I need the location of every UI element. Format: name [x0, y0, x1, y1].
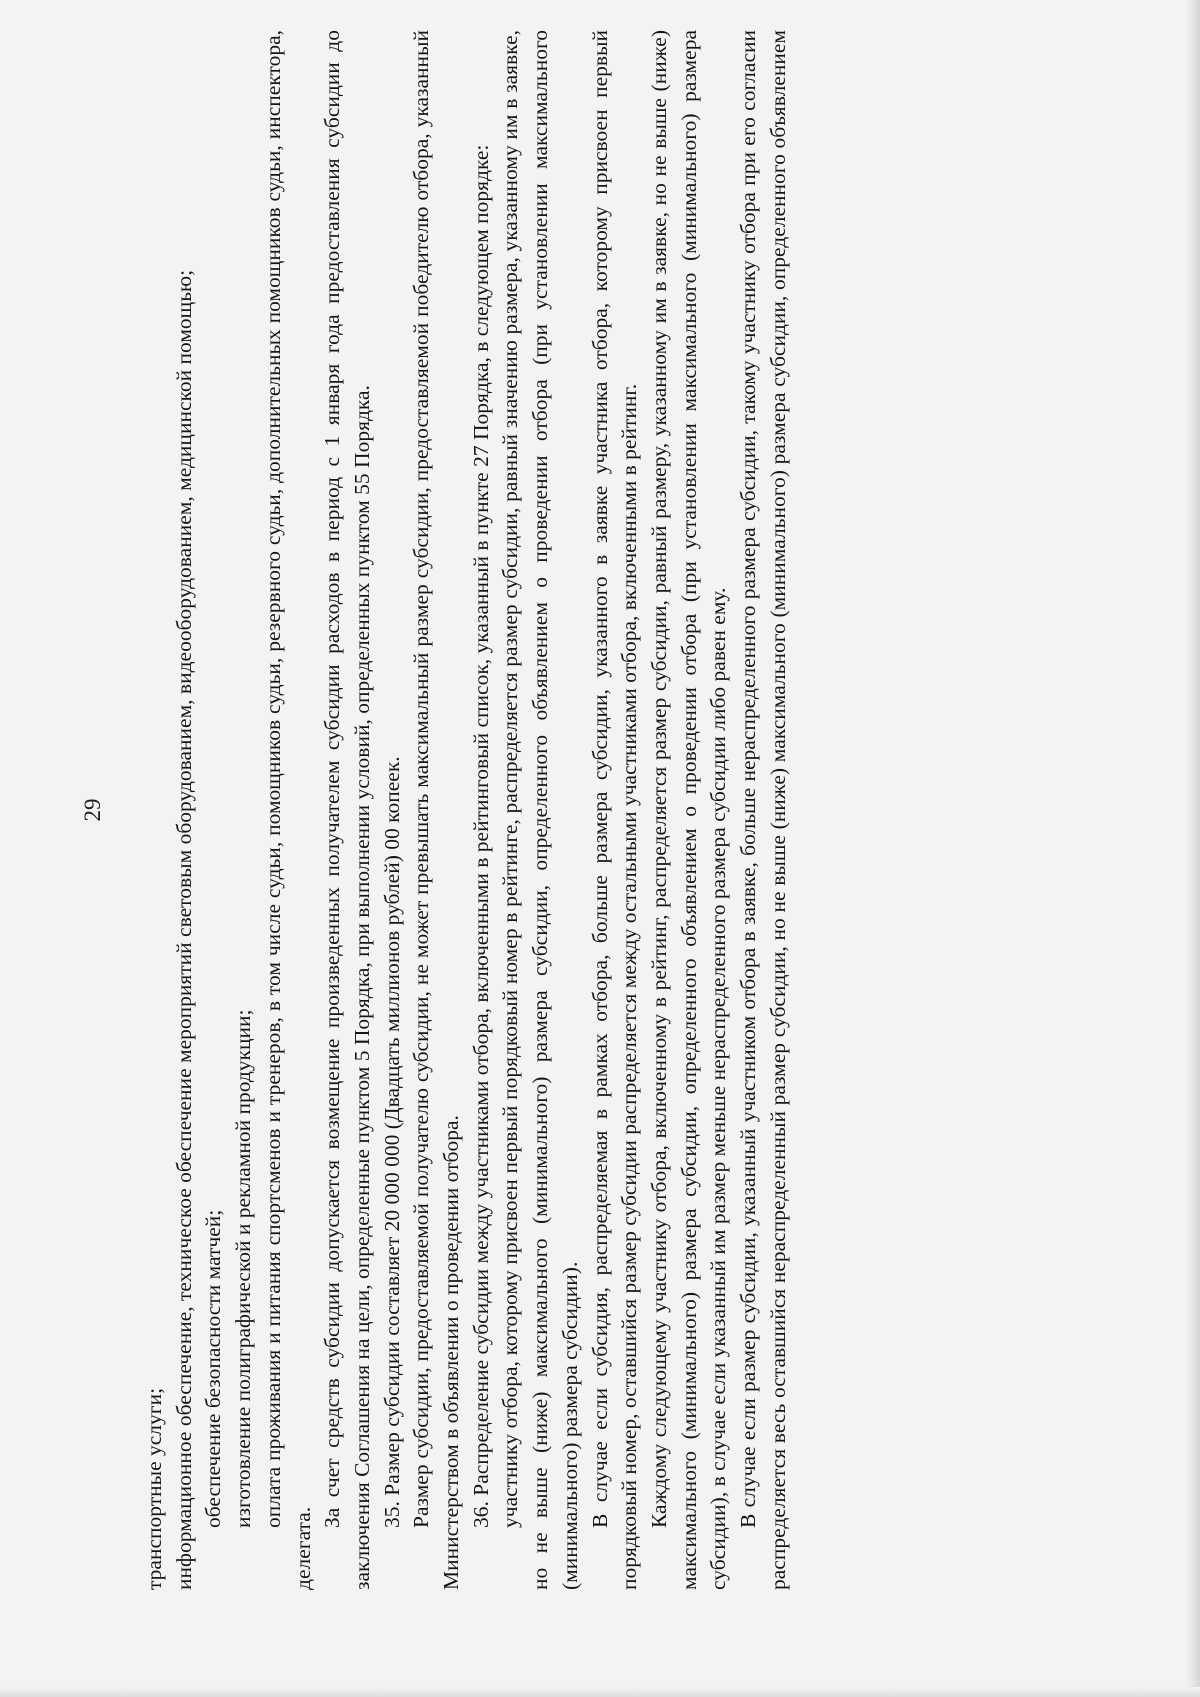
- paragraph: В случае если размер субсидии, указанный участником отбора в заявке, больше нераспределенного размера субсидии, такому участнику отбора при его согласии распределяется весь оставшийся нераспределенный размер субсидии, но не выше (ниже) максимального (минимального) размера субсидии, определенного объявлением: [736, 30, 790, 1590]
- paragraph: транспортные услуги;: [142, 1387, 166, 1590]
- paragraph: изготовление полиграфической и рекламной продукции;: [231, 1009, 256, 1528]
- rotated-text-block: [80, 30, 1060, 1590]
- paragraph: 35. Размер субсидии составляет 20 000 000 (Двадцать миллионов рублей) 00 копеек.: [379, 756, 404, 1528]
- paragraph: За счет средств субсидии допускается возмещение произведенных получателем субсидии расходов в период с 1 января года предоставления субсидии до заключения Соглашения на цели, определенные пунктом 5 Порядка, при выполнении условий, определенных пунктом 55 Порядка.: [320, 30, 374, 1590]
- paragraph: Размер субсидии, предоставляемой получателю субсидии, не может превышать максимальный размер субсидии, предоставляемой победителю отбора, указанный Министерством в объявлении о проведении отбора.: [409, 30, 464, 1590]
- paragraph: В случае если субсидия, распределяемая в рамках отбора, больше размера субсидии, указанного в заявке участника отбора, которому присвоен первый порядковый номер, оставшийся размер субсидии распределяется между остальными участниками отбора, включенными в рейтинг.: [587, 30, 642, 1590]
- paragraph: участнику отбора, которому присвоен первый порядковый номер в рейтинге, распределяется размер субсидии, равный значению размера, указанному им в заявке, но не выше (ниже) максимального (минимального) размера субсидии, определенного объявлением о проведении отбора (при установлении максимального (минимального) размера субсидии).: [498, 30, 582, 1590]
- paragraph: оплата проживания и питания спортсменов и тренеров, в том числе судьи, помощников судьи, резервного судьи, дополнительных помощников судьи, инспектора, делегата.: [260, 30, 315, 1590]
- scan-edge: [1186, 0, 1200, 1697]
- paragraph: 36. Распределение субсидии между участниками отбора, включенными в рейтинговый список, указанный в пункте 27 Порядка, в следующем порядке:: [468, 144, 493, 1528]
- paragraph: информационное обеспечение, техническое обеспечение мероприятий световым оборудованием, видеооборудованием, медицинской помощью;: [171, 269, 196, 1590]
- scan-edge: [0, 1687, 1200, 1697]
- paragraph: Каждому следующему участнику отбора, включенному в рейтинг, распределяется размер субсидии, равный размеру, указанному им в заявке, но не выше (ниже) максимального (минимального) размера субсидии, определенного объявлением о проведении отбора (при установлении максимального (минимального) размера субсидии), в случае если указанный им размер меньше нераспределенного размера субсидии либо равен ему.: [646, 30, 731, 1590]
- page-number: 29: [80, 798, 105, 822]
- paragraph: обеспечение безопасности матчей;: [201, 1209, 226, 1528]
- document-body: [80, 30, 1060, 1590]
